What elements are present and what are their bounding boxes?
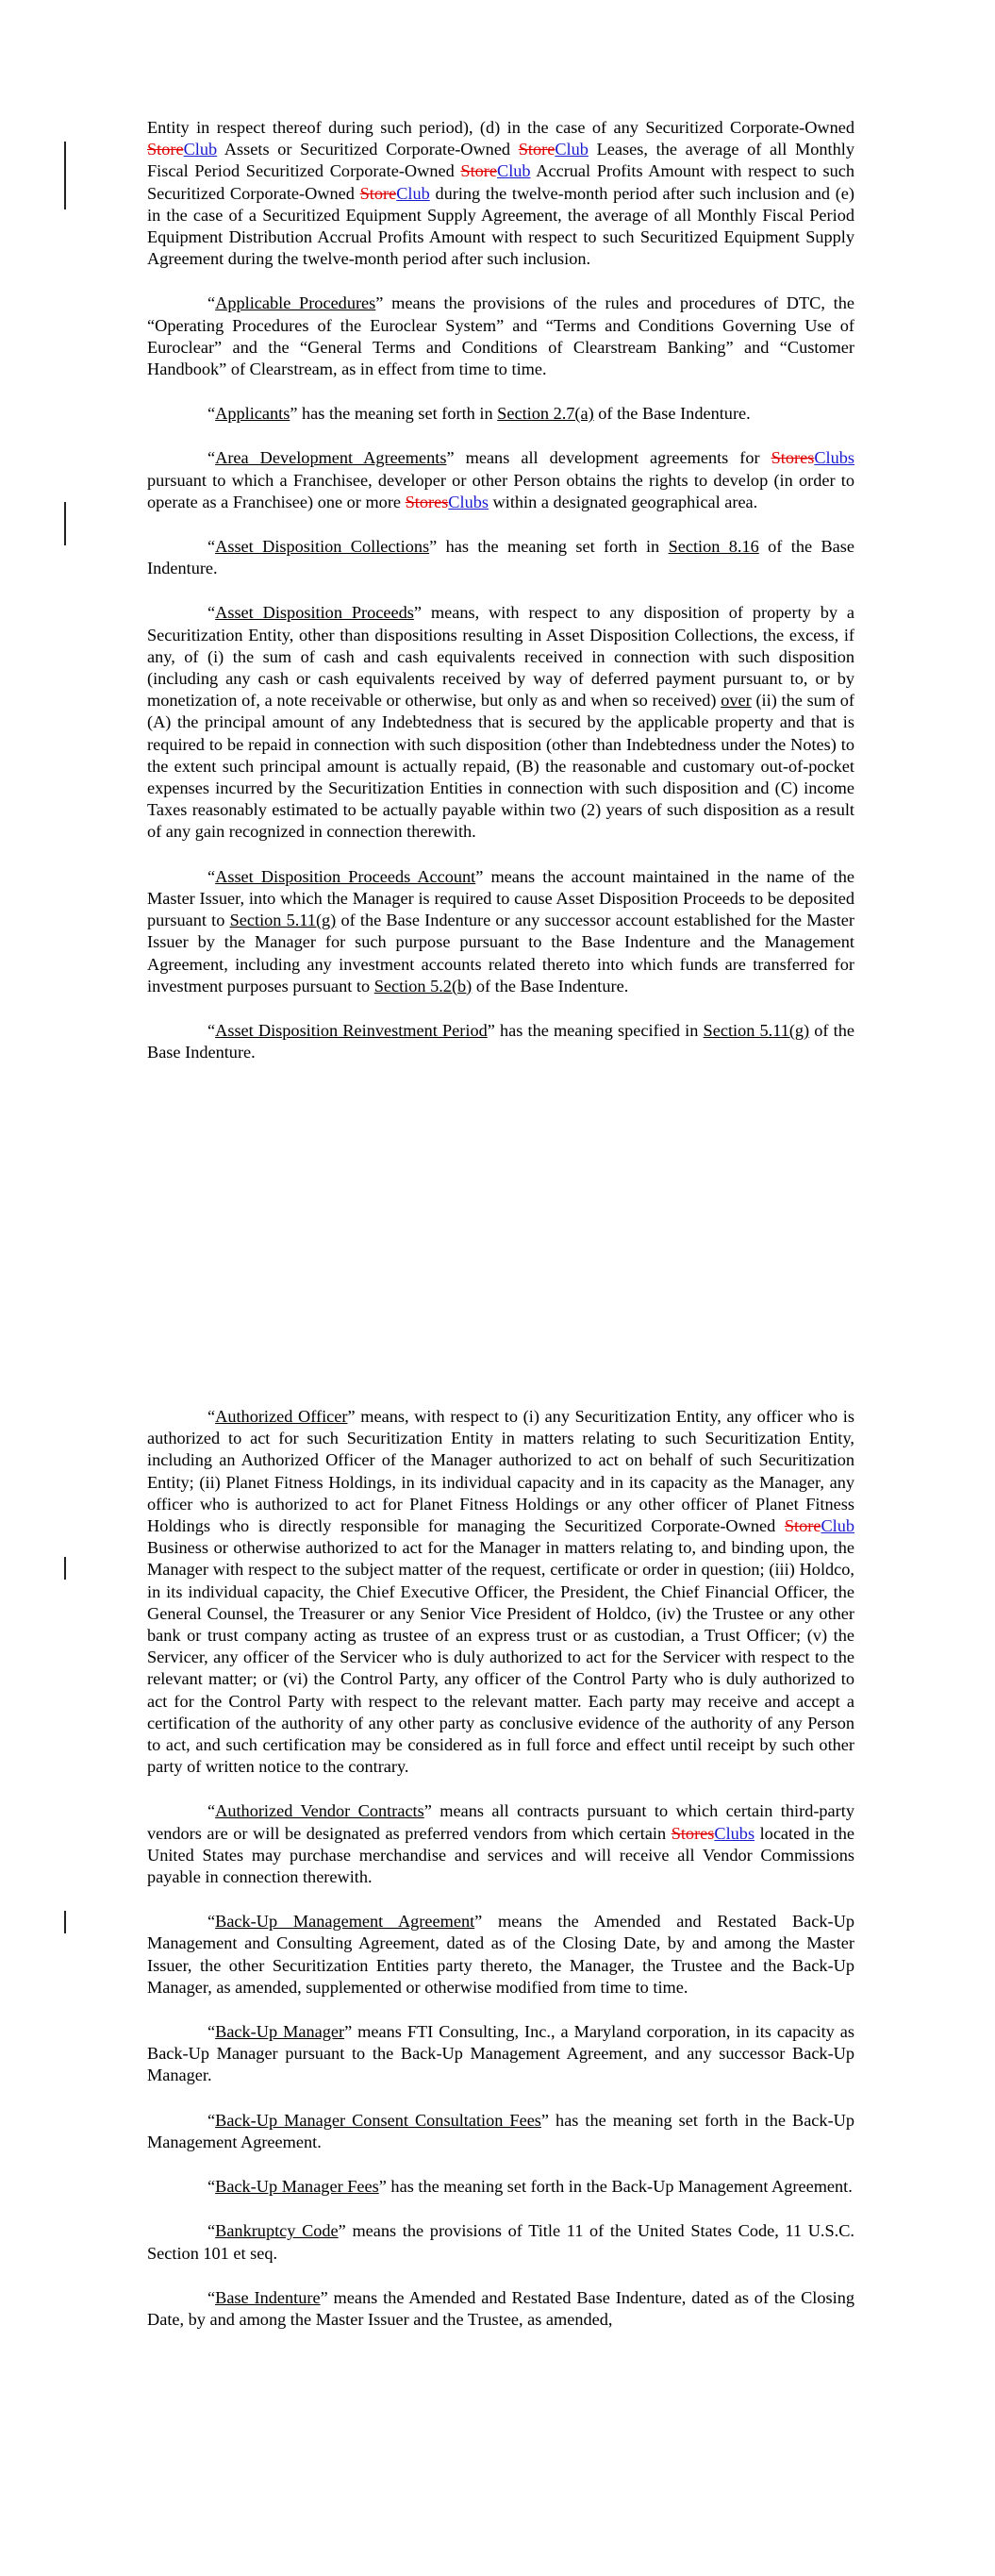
- definition-paragraph: [147, 1020, 854, 1063]
- text-run: “: [207, 448, 216, 468]
- underlined-term: Authorized Vendor Contracts: [215, 1801, 424, 1821]
- text-run: ” means the account maintained in the name of the Master Issuer, into which the Manager is required to cause Asset Disposition Proceeds to be deposited pursuant to: [147, 866, 854, 930]
- text-run: Assets or Securitized Corporate-Owned: [217, 140, 519, 159]
- change-bar: [64, 502, 66, 545]
- text-run: ” has the meaning set forth in the Back-Up Management Agreement.: [378, 2177, 853, 2197]
- underlined-term: Back-Up Management Agreement: [215, 1912, 475, 1932]
- text-run: ” means the provisions of Title 11 of the United States Code, 11 U.S.C. Section 101 et seq.: [147, 2221, 855, 2263]
- text-run: ” means all contracts pursuant to which certain third-party vendors are or will be designated as preferred vendors from which certain: [147, 1801, 854, 1843]
- deleted-text: Store: [147, 140, 184, 159]
- deleted-text: Store: [460, 161, 498, 181]
- text-run: ” means the Amended and Restated Base Indenture, dated as of the Closing Date, by and among the Master Issuer and the Trustee, as amended,: [147, 2287, 854, 2329]
- inserted-text: Club: [555, 140, 589, 159]
- definition-paragraph: [147, 403, 854, 425]
- definition-paragraph: [147, 1406, 854, 1778]
- change-bar: [64, 142, 66, 209]
- definition-paragraph: [147, 866, 854, 997]
- underlined-term: Asset Disposition Reinvestment Period: [215, 1020, 488, 1040]
- text-run: Business or otherwise authorized to act for the Manager in matters relating to, and binding upon, the Manager with respect to the subject matter of the request, certificate or order in question; (iii) Holdco, in its individual capacity, the Chief Executive Officer, the President, the Chief Financial Officer, the General Counsel, the Treasurer or any Senior Vice President of Holdco, (iv) the Trustee or any other bank or trust company acting as trustee of an express trust or as custodian, a Trust Officer; (v) the Servicer, any officer of the Servicer who is duly authorized to act for the Servicer with respect to the relevant matter; or (vi) the Control Party, any officer of the Control Party who is duly authorized to act for the Control Party with respect to the relevant matter. Each party may receive and accept a certification of the authority of any other party as conclusive evidence of the authority of any Person to act, and such certification may be considered as in full force and effect until receipt by such other party of written notice to the contrary.: [147, 1538, 854, 1777]
- definition-paragraph: [147, 1800, 854, 1888]
- text-run: Leases, the average of all Monthly Fiscal Period Securitized Corporate-Owned: [147, 140, 854, 181]
- text-run: of the Base Indenture.: [147, 1020, 854, 1062]
- underlined-term: Section 5.11(g): [229, 911, 337, 930]
- underlined-term: Asset Disposition Proceeds Account: [215, 866, 476, 886]
- text-run: of the Base Indenture.: [472, 976, 629, 995]
- text-run: of the Base Indenture.: [147, 537, 854, 578]
- underlined-term: Base Indenture: [215, 2287, 321, 2307]
- text-run: “: [207, 537, 216, 557]
- underlined-term: Section 2.7(a): [497, 404, 594, 424]
- definition-paragraph: [147, 1911, 854, 1999]
- deleted-text: Store: [359, 183, 397, 203]
- text-run: “: [207, 1020, 216, 1040]
- underlined-term: Applicants: [215, 404, 290, 424]
- definition-paragraph: [147, 447, 854, 513]
- definition-paragraph: [147, 293, 854, 380]
- text-run: ” has the meaning specified in: [487, 1020, 704, 1040]
- text-run: “: [207, 404, 216, 424]
- text-run: ” means, with respect to any disposition of property by a Securitization Entity, other than dispositions resulting in Asset Disposition Collections, the excess, if any, of (i) the sum of cash and cash equivalents received in connection with such disposition (including any cash or cash equivalents received by way of deferred payment pursuant to, or by monetization of, a note receivable or otherwise, but only as and when so received): [147, 603, 854, 711]
- text-run: “: [207, 2022, 216, 2042]
- text-run: “: [207, 2287, 216, 2307]
- text-run: “: [207, 2177, 216, 2197]
- text-run: “: [207, 866, 216, 886]
- text-run: ” means all development agreements for: [446, 448, 771, 468]
- underlined-term: Section 5.2(b): [373, 976, 473, 995]
- text-run: Entity in respect thereof during such period), (d) in the case of any Securitized Corporate-Owned: [147, 118, 854, 137]
- underlined-term: over: [721, 691, 752, 711]
- text-run: ” has the meaning set forth in: [429, 537, 669, 557]
- text-run: ” means the provisions of the rules and procedures of DTC, the “Operating Procedures of the Euroclear System” and “Terms and Conditions Governing Use of Euroclear” and the “General Terms and Conditions of Clearstream Banking” and “Customer Handbook” of Clearstream, as in effect from time to time.: [147, 293, 854, 379]
- text-run: ” has the meaning set forth in: [290, 404, 498, 424]
- underlined-term: Back-Up Manager Consent Consultation Fees: [215, 2110, 541, 2130]
- text-run: during the twelve-month period after such inclusion and (e) in the case of a Securitized Equipment Supply Agreement, the average of all Monthly Fiscal Period Equipment Distribution Accrual Profits Amount with respect to such Securitized Equipment Supply Agreement during the twelve-month period after such inclusion.: [147, 183, 854, 269]
- definition-paragraph: [147, 602, 854, 843]
- change-bar: [64, 1557, 66, 1580]
- text-run: of the Base Indenture or any successor account established for the Master Issuer by the Manager for such purpose pursuant to the Base Indenture and the Management Agreement, including any investment accounts related thereto into which funds are transferred for investment purposes pursuant to: [147, 911, 854, 995]
- text-run: located in the United States may purchase merchandise and services and will receive all Vendor Commissions payable in connection therewith.: [147, 1823, 854, 1887]
- page-body: [147, 117, 854, 1086]
- text-run: (ii) the sum of (A) the principal amount of any Indebtedness that is secured by the applicable property and that is required to be repaid in connection with such disposition (other than Indebtedness under the Notes) to the extent such principal amount is actually repaid, (B) the reasonable and customary out-of-pocket expenses incurred by the Securitization Entities in connection with such disposition and (C) income Taxes reasonably estimated to be actually payable within two (2) years of such disposition as a result of any gain recognized in connection therewith.: [147, 691, 854, 842]
- text-run: ” means, with respect to (i) any Securitization Entity, any officer who is authorized to act for such Securitization Entity in matters relating to such Securitization Entity, including an Authorized Officer of the Manager authorized to act on behalf of such Securitization Entity; (ii) Planet Fitness Holdings, in its individual capacity and in its capacity as the Manager, any officer who is authorized to act for Planet Fitness Holdings or any other officer of Planet Fitness Holdings who is directly responsible for managing the Securitized Corporate-Owned: [147, 1407, 854, 1536]
- text-run: “: [207, 1801, 216, 1821]
- definition-paragraph: [147, 536, 854, 579]
- text-run: “: [207, 2221, 216, 2241]
- text-run: “: [207, 1407, 216, 1426]
- underlined-term: Area Development Agreements: [215, 448, 447, 468]
- deleted-text: Stores: [771, 448, 815, 468]
- definition-paragraph: [147, 2110, 854, 2153]
- page-body: [147, 1406, 854, 2353]
- inserted-text: Clubs: [714, 1823, 755, 1843]
- underlined-term: Section 5.11(g): [703, 1020, 810, 1040]
- text-run: pursuant to which a Franchisee, developer or other Person obtains the rights to develop (in order to operate as a Franchisee) one or more: [147, 470, 854, 511]
- deleted-text: Store: [784, 1516, 821, 1536]
- deleted-text: Store: [518, 140, 556, 159]
- inserted-text: Club: [183, 140, 218, 159]
- underlined-term: Back-Up Manager: [215, 2022, 345, 2042]
- inserted-text: Club: [821, 1516, 854, 1536]
- inserted-text: Club: [396, 183, 430, 203]
- definition-paragraph: [147, 2176, 854, 2198]
- text-run: ” means FTI Consulting, Inc., a Maryland corporation, in its capacity as Back-Up Manager pursuant to the Back-Up Management Agreement, and any successor Back-Up Manager.: [147, 2022, 854, 2085]
- text-run: of the Base Indenture.: [593, 404, 751, 424]
- text-run: ” means the Amended and Restated Back-Up Management and Consulting Agreement, dated as of the Closing Date, by and among the Master Issuer, the other Securitization Entities party thereto, the Manager, the Trustee and the Back-Up Manager, as amended, supplemented or otherwise modified from time to time.: [147, 1912, 854, 1997]
- deleted-text: Stores: [405, 492, 449, 511]
- text-run: “: [207, 1912, 216, 1932]
- inserted-text: Club: [497, 161, 531, 181]
- definition-paragraph: [147, 2287, 854, 2331]
- definition-paragraph: [147, 2220, 854, 2264]
- underlined-term: Section 8.16: [668, 537, 759, 557]
- underlined-term: Asset Disposition Proceeds: [215, 603, 414, 623]
- inserted-text: Clubs: [814, 448, 854, 468]
- text-run: “: [207, 293, 216, 313]
- inserted-text: Clubs: [448, 492, 489, 511]
- definition-paragraph: [147, 117, 854, 270]
- text-run: ” has the meaning set forth in the Back-Up Management Agreement.: [147, 2110, 854, 2151]
- underlined-term: Asset Disposition Collections: [215, 537, 430, 557]
- text-run: Accrual Profits Amount with respect to such Securitized Corporate-Owned: [147, 161, 854, 203]
- change-bar: [64, 1911, 66, 1933]
- underlined-term: Authorized Officer: [215, 1407, 348, 1426]
- definition-paragraph: [147, 2021, 854, 2087]
- text-run: “: [207, 2110, 216, 2130]
- text-run: “: [207, 603, 216, 623]
- text-run: within a designated geographical area.: [488, 492, 758, 511]
- underlined-term: Applicable Procedures: [215, 293, 376, 313]
- underlined-term: Back-Up Manager Fees: [215, 2177, 379, 2197]
- deleted-text: Stores: [671, 1823, 715, 1843]
- underlined-term: Bankruptcy Code: [215, 2221, 339, 2241]
